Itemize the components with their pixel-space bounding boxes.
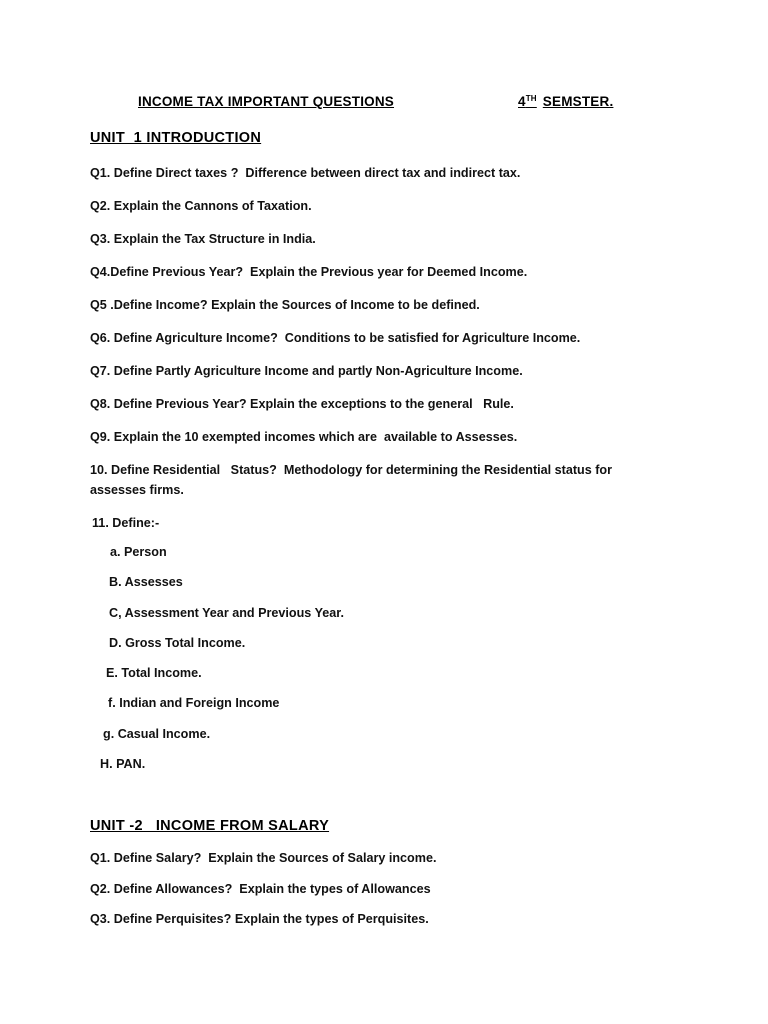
- define-item-gross-total-income: D. Gross Total Income.: [109, 636, 246, 650]
- unit1-question-1: Q1. Define Direct taxes ? Difference between direct tax and indirect tax.: [90, 166, 521, 180]
- define-item-pan: H. PAN.: [100, 757, 146, 771]
- unit2-question-2: Q2. Define Allowances? Explain the types of Allowances: [90, 882, 431, 896]
- unit1-question-4: Q4.Define Previous Year? Explain the Previous year for Deemed Income.: [90, 265, 528, 279]
- unit1-question-3: Q3. Explain the Tax Structure in India.: [90, 232, 316, 246]
- define-item-casual-income: g. Casual Income.: [103, 727, 211, 741]
- document-title: INCOME TAX IMPORTANT QUESTIONS: [138, 94, 395, 109]
- semester-superscript: TH: [525, 94, 537, 103]
- unit1-question-8: Q8. Define Previous Year? Explain the exceptions to the general Rule.: [90, 397, 514, 411]
- semester-text: SEMSTER.: [542, 94, 614, 109]
- define-item-assessment-year: C, Assessment Year and Previous Year.: [109, 606, 344, 620]
- unit2-question-3: Q3. Define Perquisites? Explain the types of Perquisites.: [90, 912, 429, 926]
- unit1-question-10: 10. Define Residential Status? Methodology for determining the Residential status for assesses firms.: [90, 463, 616, 497]
- unit2-heading: UNIT -2 INCOME FROM SALARY: [90, 818, 330, 834]
- define-item-assesses: B. Assesses: [109, 575, 183, 589]
- define-item-total-income: E. Total Income.: [106, 666, 202, 680]
- unit1-heading: UNIT 1 INTRODUCTION: [90, 130, 262, 146]
- unit1-question-5: Q5 .Define Income? Explain the Sources of Income to be defined.: [90, 298, 480, 312]
- unit1-question-6: Q6. Define Agriculture Income? Conditions to be satisfied for Agriculture Income.: [90, 331, 581, 345]
- define-item-person: a. Person: [110, 545, 167, 559]
- unit1-question-7: Q7. Define Partly Agriculture Income and partly Non-Agriculture Income.: [90, 364, 523, 378]
- unit1-question-9: Q9. Explain the 10 exempted incomes which are available to Assesses.: [90, 430, 518, 444]
- unit1-question-2: Q2. Explain the Cannons of Taxation.: [90, 199, 312, 213]
- document-header: [138, 94, 638, 114]
- semester-label: [518, 94, 613, 109]
- unit1-question-11: 11. Define:-: [92, 516, 160, 530]
- semester-number: 4: [518, 94, 526, 109]
- define-item-indian-foreign-income: f. Indian and Foreign Income: [108, 696, 280, 710]
- unit2-question-1: Q1. Define Salary? Explain the Sources of Salary income.: [90, 851, 437, 865]
